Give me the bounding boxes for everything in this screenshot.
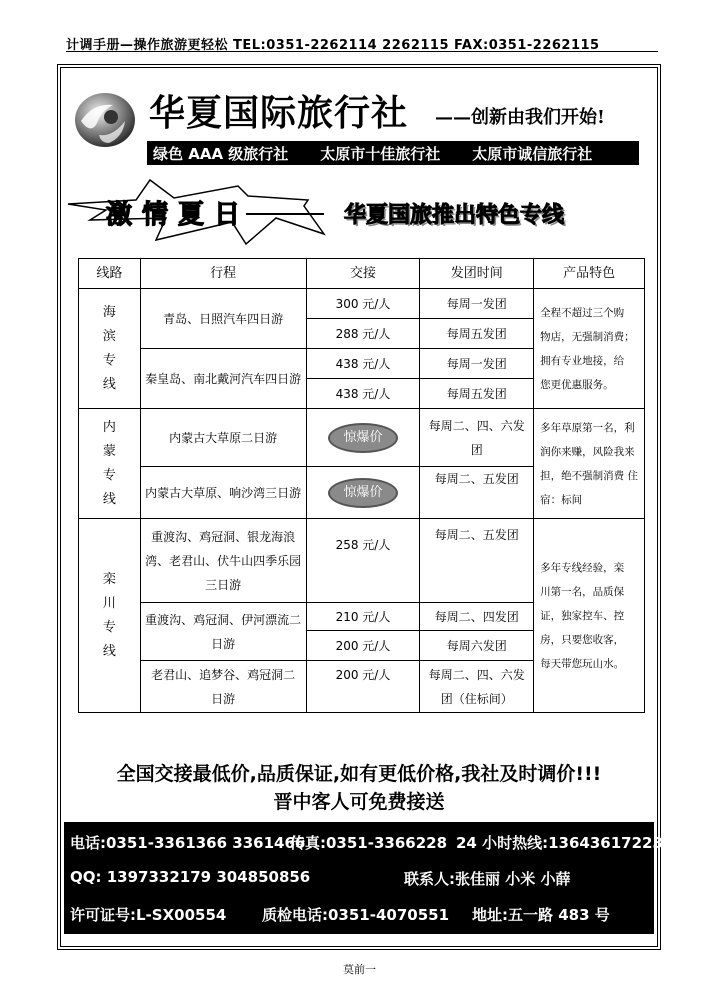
- contacts-text: 联系人:张佳丽 小米 小薛: [404, 870, 571, 888]
- itinerary-cell: 秦皇岛、南北戴河汽车四日游: [140, 349, 306, 409]
- table-row: [79, 409, 645, 467]
- schedule-cell: 每周二、四、六发团（住标间）: [420, 661, 534, 713]
- phone-text: 电话:0351-3361366 3361466: [70, 834, 306, 852]
- feature-luanchuan: 多年专线经验，栾 川第一名，品质保 证，独家控车、控 房，只要您收客， 每天带您玩山水。: [534, 519, 645, 713]
- table-row: [79, 519, 645, 603]
- qq-text: QQ: 1397332179 304850856: [70, 868, 311, 886]
- col-header-schedule: 发团时间: [420, 259, 534, 289]
- price-cell: 300 元/人: [306, 289, 420, 319]
- itinerary-cell: 内蒙古大草原二日游: [140, 409, 306, 467]
- license-text: 许可证号:L-SX00554: [70, 906, 227, 924]
- price-cell: 200 元/人: [306, 661, 420, 713]
- col-header-itinerary: 行程: [140, 259, 306, 289]
- honor-item: 绿色 AAA 级旅行社: [153, 144, 289, 163]
- hotline-text: 24 小时热线:13643617223: [456, 834, 663, 852]
- honors-bar: [147, 141, 639, 165]
- itinerary-cell: 内蒙古大草原、响沙湾三日游: [140, 467, 306, 519]
- schedule-cell: 每周二、五发团: [420, 519, 534, 603]
- banner-title: 激情夏日: [106, 200, 251, 230]
- schedule-cell: 每周二、五发团: [420, 467, 534, 519]
- table-header-row: [79, 259, 645, 289]
- promo-line-1: 全国交接最低价,品质保证,如有更低价格,我社及时调价!!!: [116, 763, 602, 785]
- price-cell: 438 元/人: [306, 349, 420, 379]
- itinerary-cell: 重渡沟、鸡冠洞、伊河漂流二日游: [140, 603, 306, 661]
- company-slogan: ——创新由我们开始!: [435, 107, 605, 128]
- price-cell: 258 元/人: [306, 519, 420, 603]
- hot-price-badge: 惊爆价: [328, 478, 398, 508]
- hot-price-badge: 惊爆价: [328, 423, 398, 453]
- price-cell: 200 元/人: [306, 631, 420, 661]
- schedule-cell: 每周六发团: [420, 631, 534, 661]
- schedule-cell: 每周五发团: [420, 379, 534, 409]
- company-logo-icon: [73, 91, 137, 149]
- banner-subtitle: 华夏国旅推出特色专线: [344, 203, 565, 228]
- table-row: [79, 289, 645, 319]
- schedule-cell: 每周二、四、六发团: [420, 409, 534, 467]
- feature-seaside: 全程不超过三个购 物店，无强制消费； 拥有专业地接，给 您更优惠服务。: [534, 289, 645, 409]
- col-header-price: 交接: [306, 259, 420, 289]
- header-rule: [66, 51, 658, 52]
- itinerary-cell: 青岛、日照汽车四日游: [140, 289, 306, 349]
- honor-item: 太原市十佳旅行社: [320, 144, 441, 163]
- brand-block: [69, 85, 654, 167]
- summer-banner: [66, 178, 651, 248]
- header-text: 计调手册—操作旅游更轻松 TEL:0351-2262114 2262115 FAX:0351-2262115: [66, 38, 600, 53]
- schedule-cell: 每周一发团: [420, 289, 534, 319]
- price-cell: 438 元/人: [306, 379, 420, 409]
- qc-phone-text: 质检电话:0351-4070551: [262, 906, 450, 924]
- route-table: [78, 258, 645, 713]
- price-cell: 288 元/人: [306, 319, 420, 349]
- line-mongolia: 内 蒙 专 线: [79, 409, 141, 519]
- feature-mongolia: 多年草原第一名，利 润你来赚，风险我来 担，绝不强制消费 住 宿：标间: [534, 409, 645, 519]
- promo-text: [60, 760, 658, 816]
- company-name: 华夏国际旅行社: [149, 92, 409, 134]
- price-cell: 210 元/人: [306, 603, 420, 631]
- page-footer: 莫前一: [343, 963, 376, 976]
- contact-panel: [64, 822, 663, 934]
- schedule-cell: 每周二、四发团: [420, 603, 534, 631]
- line-seaside: 海 滨 专 线: [79, 289, 141, 409]
- honor-item: 太原市诚信旅行社: [472, 144, 593, 163]
- promo-line-2: 晋中客人可免费接送: [273, 791, 445, 813]
- fax-text: 传真:0351-3366228: [290, 834, 448, 852]
- page-header: [66, 34, 658, 53]
- schedule-cell: 每周一发团: [420, 349, 534, 379]
- col-header-line: 线路: [79, 259, 141, 289]
- itinerary-cell: 老君山、追梦谷、鸡冠洞二日游: [140, 661, 306, 713]
- itinerary-cell: 重渡沟、鸡冠洞、银龙海浪湾、老君山、伏牛山四季乐园三日游: [140, 519, 306, 603]
- price-cell: [306, 467, 420, 519]
- line-luanchuan: 栾 川 专 线: [79, 519, 141, 713]
- col-header-feature: 产品特色: [534, 259, 645, 289]
- schedule-cell: 每周五发团: [420, 319, 534, 349]
- price-cell: [306, 409, 420, 467]
- address-text: 地址:五一路 483 号: [472, 906, 610, 924]
